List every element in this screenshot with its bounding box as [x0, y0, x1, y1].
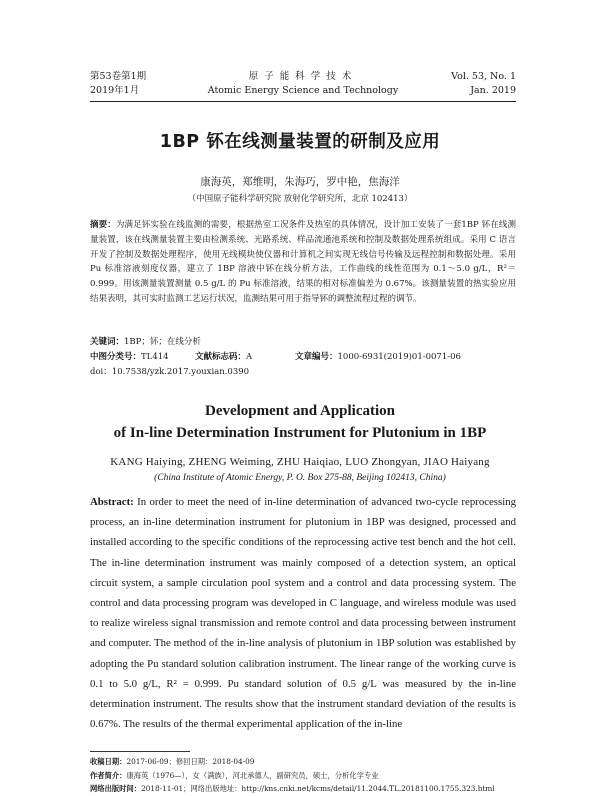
author-bio-text: 康海英（1976—），女（满族），河北承德人，副研究员，硕士，分析化学专业 — [126, 770, 379, 780]
journal-name-en: Atomic Energy Science and Technology — [207, 85, 399, 96]
header-center — [205, 70, 401, 98]
author-bio-label: 作者简介： — [90, 770, 127, 780]
footnote-online — [90, 782, 516, 796]
clc-label: 中图分类号： — [90, 352, 142, 362]
article-id-label: 文章编号： — [295, 352, 338, 362]
paper-title-cn: 1BP 钚在线测量装置的研制及应用 — [159, 132, 441, 152]
authors-cn: 康海英，郑维明，朱海巧，罗中艳，焦海洋 — [200, 176, 400, 188]
doi-label: doi： — [90, 367, 112, 377]
header-right — [406, 70, 516, 98]
abstract-en — [90, 492, 516, 734]
authors-en: KANG Haiying, ZHENG Weiming, ZHU Haiqiao, LUO Zhongyan, JIAO Haiyang — [110, 456, 490, 468]
header-divider — [90, 101, 516, 102]
keywords-cn-label: 关键词： — [90, 337, 125, 347]
article-id — [295, 350, 461, 362]
date-en: Jan. 2019 — [470, 85, 516, 96]
online-text[interactable]: 2018-11-01；网络出版地址：http://kns.cnki.net/kcms/detail/11.2044.TL.20181100.1755.323.html — [141, 784, 495, 793]
classification-row — [90, 350, 516, 364]
article-id-value: 1000-6931(2019)01-0071-06 — [337, 352, 461, 362]
abstract-cn-text: 为满足钚实验在线监测的需要，根据热室工况条件及热室的具体情况，设计加工安装了一套1BP 钚在线测量装置，该在线测量装置主要由检测系统、光路系统、样品流通池系统和控制及数据处理系统组成。采用 C 语言开发了控制及数据处理程序，使用无线模块使仪器和计算机之间实现无线信号传输及远程控制和数据处理。采用 Pu 标准溶液刻度仪器，建立了 1BP 溶液中钚在线分析方法，工作曲线的线性范围为 0.1～5.0 g/L，R²＝0.999。用该测量装置测量 0.5 g/L 的 Pu 标准溶液，结果的相对标准偏差为 0.67%。该测量装置的热实验应用结果表明，其可实时监测工艺运行状况，监测结果可用于指导钚的调整流程过程的调节。 — [90, 220, 516, 304]
abstract-cn — [90, 218, 516, 307]
received-text: 2017-06-09；修回日期：2018-04-09 — [126, 757, 255, 766]
abstract-cn-label: 摘要： — [90, 220, 116, 230]
header-left — [90, 70, 200, 98]
clc-number — [90, 350, 169, 362]
date-cn: 2019年1月 — [90, 85, 140, 96]
keywords-cn — [90, 335, 516, 347]
footnotes — [90, 755, 516, 796]
document-code — [195, 350, 252, 362]
abstract-en-label: Abstract: — [90, 496, 134, 508]
affiliation-cn: （中国原子能科学研究院 放射化学研究所，北京 102413） — [187, 194, 413, 204]
journal-name-cn: 原子能科学技术 — [248, 71, 358, 82]
footnote-received — [90, 755, 516, 769]
title-en-line1: Development and Application — [204, 403, 396, 419]
footnote-divider — [90, 751, 190, 752]
clc-value: TL414 — [141, 352, 169, 362]
doi — [90, 365, 516, 377]
doc-code-label: 文献标志码： — [195, 352, 247, 362]
paper-title-en — [0, 400, 600, 444]
title-en-line2: of In-line Determination Instrument for Plutonium in 1BP — [113, 425, 487, 441]
received-label: 收稿日期： — [90, 757, 127, 766]
volume-en: Vol. 53, No. 1 — [451, 71, 516, 82]
footnote-author — [90, 769, 516, 783]
online-label: 网络出版时间： — [90, 784, 142, 793]
abstract-en-text: In order to meet the need of in-line determination of advanced two-cycle reprocessing process, an in-line determination instrument for plutonium in 1BP was designed, processed and installed according to the specific conditions of the reprocessing active test bench and the hot cell. The in-line determination instrument was mainly composed of a detection system, an optical circuit system, a sample circulation pool system and a control and data processing system. The control and data processing program was developed in C language, and wireless module was used to realize wireless signal transmission and remote control and data processing between instrument and computer. The method of the in-line analysis of plutonium in 1BP solution was established by adopting the Pu standard solution calibration instrument. The linear range of the working curve is 0.1 to 5.0 g/L, R² = 0.999. Pu standard solution of 0.5 g/L was measured by the in-line determination instrument. The results show that the instrument standard deviation of the results is 0.67%. The results of the thermal experimental application of the in-line — [90, 496, 516, 731]
volume-cn: 第53卷第1期 — [90, 71, 147, 82]
doi-link[interactable]: 10.7538/yzk.2017.youxian.0390 — [111, 367, 250, 377]
affiliation-en: (China Institute of Atomic Energy, P. O. Box 275-88, Beijing 102413, China) — [154, 473, 446, 483]
doc-code-value: A — [246, 352, 253, 362]
keywords-cn-text: 1BP；钚；在线分析 — [124, 337, 201, 347]
